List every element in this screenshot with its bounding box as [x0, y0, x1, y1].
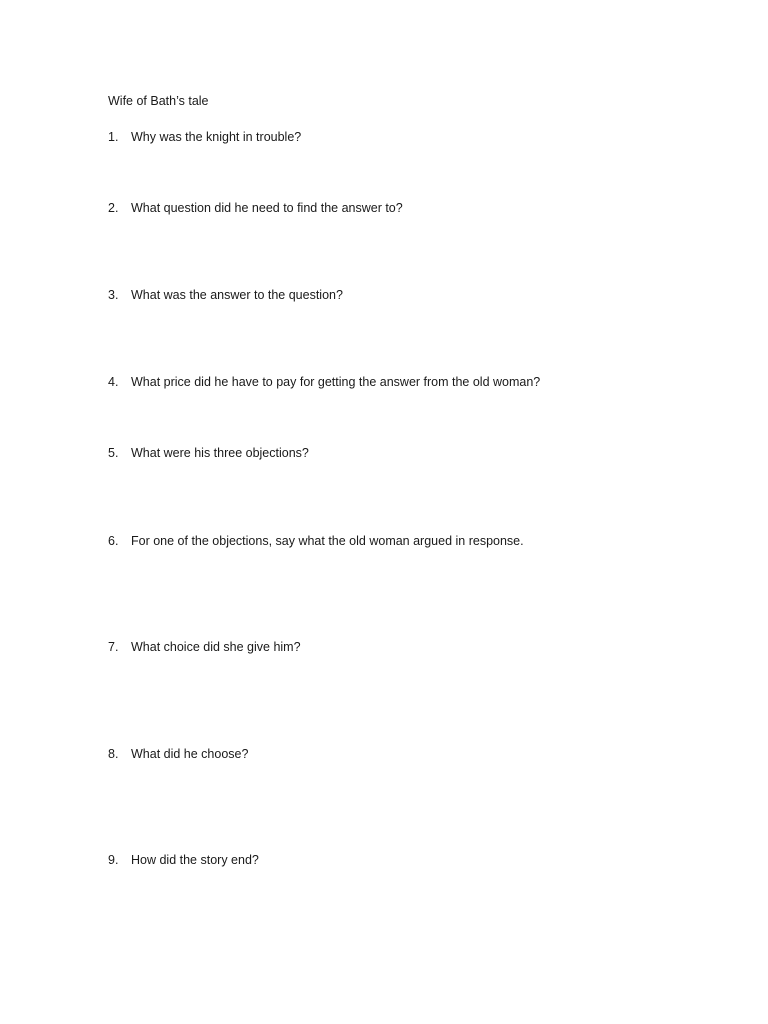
question-number: 1.: [108, 130, 119, 144]
question-item: [108, 375, 540, 390]
document-title: Wife of Bath’s tale: [108, 94, 209, 108]
question-number: 6.: [108, 534, 119, 548]
question-item: [108, 201, 403, 216]
question-text: How did the story end?: [131, 853, 259, 867]
question-number: 4.: [108, 375, 119, 389]
question-number: 5.: [108, 446, 119, 460]
question-text: What was the answer to the question?: [131, 288, 343, 302]
question-text: What choice did she give him?: [131, 640, 301, 654]
question-item: [108, 130, 301, 145]
question-item: [108, 747, 248, 762]
question-number: 3.: [108, 288, 119, 302]
question-text: What question did he need to find the answer to?: [131, 201, 403, 215]
question-number: 8.: [108, 747, 119, 761]
question-item: [108, 853, 259, 868]
question-number: 2.: [108, 201, 119, 215]
question-number: 7.: [108, 640, 119, 654]
question-item: [108, 288, 343, 303]
question-text: What price did he have to pay for getting the answer from the old woman?: [131, 375, 541, 389]
question-text: What did he choose?: [131, 747, 249, 761]
question-text: For one of the objections, say what the old woman argued in response.: [131, 534, 524, 548]
question-item: [108, 534, 524, 549]
question-item: [108, 640, 301, 655]
question-text: Why was the knight in trouble?: [131, 130, 302, 144]
question-item: [108, 446, 309, 461]
question-number: 9.: [108, 853, 119, 867]
question-text: What were his three objections?: [131, 446, 309, 460]
